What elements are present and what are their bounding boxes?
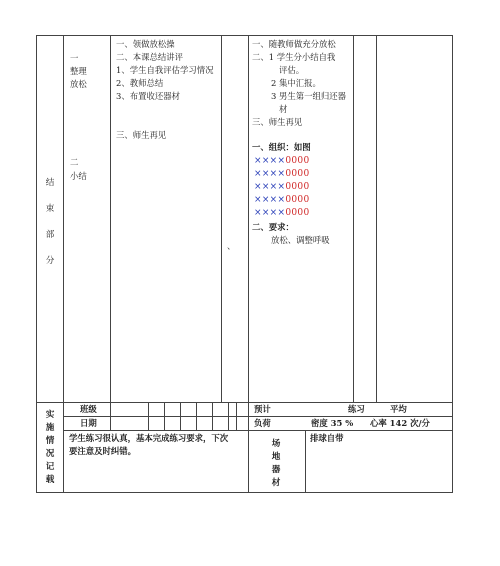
step-label: 小结 [70, 171, 87, 181]
student-cross-marks: ×××× [254, 182, 286, 192]
record-label-char: 载 [45, 475, 55, 485]
activity-line: 材 [279, 104, 288, 114]
venue-label-char: 场 [271, 439, 281, 449]
column-divider-1 [63, 35, 64, 493]
load-label: 负荷 [254, 418, 271, 428]
activity-line: 3 男生第一组归还器 [271, 91, 346, 101]
phase-label-char: 部 [45, 230, 55, 240]
activity-line: 2 集中汇报。 [271, 78, 321, 88]
record-grid-line [110, 402, 111, 430]
student-cross-marks: ×××× [254, 195, 286, 205]
record-grid-line [236, 402, 237, 430]
formation-row [254, 168, 309, 182]
formation-row [254, 194, 309, 208]
record-grid-line [228, 402, 229, 430]
column-divider-3 [221, 35, 222, 402]
venue-label-char: 地 [271, 452, 281, 462]
phase-label-char: 分 [45, 256, 55, 266]
formation-row [254, 181, 309, 195]
activity-line: 一、随教师做充分放松 [252, 39, 336, 49]
stray-mark: 、 [227, 241, 236, 251]
density-value: 密度 35 % [311, 418, 354, 428]
content-line: 3、布置收还器材 [116, 91, 180, 101]
student-circle-marks: 0000 [285, 182, 310, 192]
phase-label-char: 结 [45, 178, 55, 188]
record-label-char: 施 [45, 423, 55, 433]
student-cross-marks: ×××× [254, 156, 286, 166]
student-cross-marks: ×××× [254, 208, 286, 218]
practice-label: 练习 [348, 404, 365, 414]
content-line: 二、本课总结讲评 [116, 52, 183, 62]
venue-equipment-value: 排球自带 [310, 433, 344, 443]
step-number: 一 [70, 53, 79, 63]
phase-label-char: 束 [45, 204, 55, 214]
column-divider-6 [376, 35, 377, 402]
content-line: 1、学生自我评估学习情况 [116, 65, 214, 75]
record-grid-line [164, 402, 165, 430]
step-label: 整理 [70, 66, 87, 76]
record-row-line-2 [63, 430, 453, 431]
record-grid-line [305, 430, 306, 492]
formation-row [254, 155, 309, 169]
activity-line: 二、1 学生分小结自我 [252, 52, 336, 62]
teacher-comment: 学生练习很认真，基本完成练习要求，下次 [69, 433, 229, 443]
student-circle-marks: 0000 [285, 208, 310, 218]
content-line: 三、师生再见 [116, 130, 167, 140]
requirement-heading: 二、要求： [252, 222, 294, 232]
record-label-char: 况 [45, 449, 55, 459]
record-grid-line [196, 402, 197, 430]
venue-label-char: 材 [271, 478, 281, 488]
organization-heading: 一、组织：如图 [252, 142, 311, 152]
student-circle-marks: 0000 [285, 156, 310, 166]
heart-rate-value: 心率 142 次/分 [370, 418, 430, 428]
venue-label-char: 器 [271, 465, 281, 475]
student-circle-marks: 0000 [285, 169, 310, 179]
teacher-comment: 要注意及时纠错。 [69, 446, 136, 456]
load-estimate-label: 预计 [254, 404, 271, 414]
content-line: 一、领做放松操 [116, 39, 175, 49]
column-divider-2 [110, 35, 111, 402]
step-number: 二 [70, 157, 79, 167]
column-divider-5 [353, 35, 354, 402]
table-top-border [36, 35, 453, 36]
activity-line: 评估。 [279, 65, 305, 75]
student-circle-marks: 0000 [285, 195, 310, 205]
student-cross-marks: ×××× [254, 169, 286, 179]
step-label: 放松 [70, 79, 87, 89]
table-bottom-border [36, 492, 453, 493]
table-left-border [36, 35, 37, 493]
class-label: 班级 [80, 404, 97, 414]
column-divider-4 [248, 35, 249, 493]
record-label-char: 情 [45, 436, 55, 446]
requirement-text: 放松、调整呼吸 [271, 235, 330, 245]
formation-row [254, 207, 309, 221]
record-label-char: 记 [45, 462, 55, 472]
activity-line: 三、师生再见 [252, 117, 303, 127]
record-grid-line [148, 402, 149, 430]
record-grid-line [212, 402, 213, 430]
table-right-border [452, 35, 453, 493]
record-grid-line [180, 402, 181, 430]
date-label: 日期 [80, 418, 97, 428]
average-label: 平均 [390, 404, 407, 414]
content-line: 2、教师总结 [116, 78, 164, 88]
record-label-char: 实 [45, 410, 55, 420]
